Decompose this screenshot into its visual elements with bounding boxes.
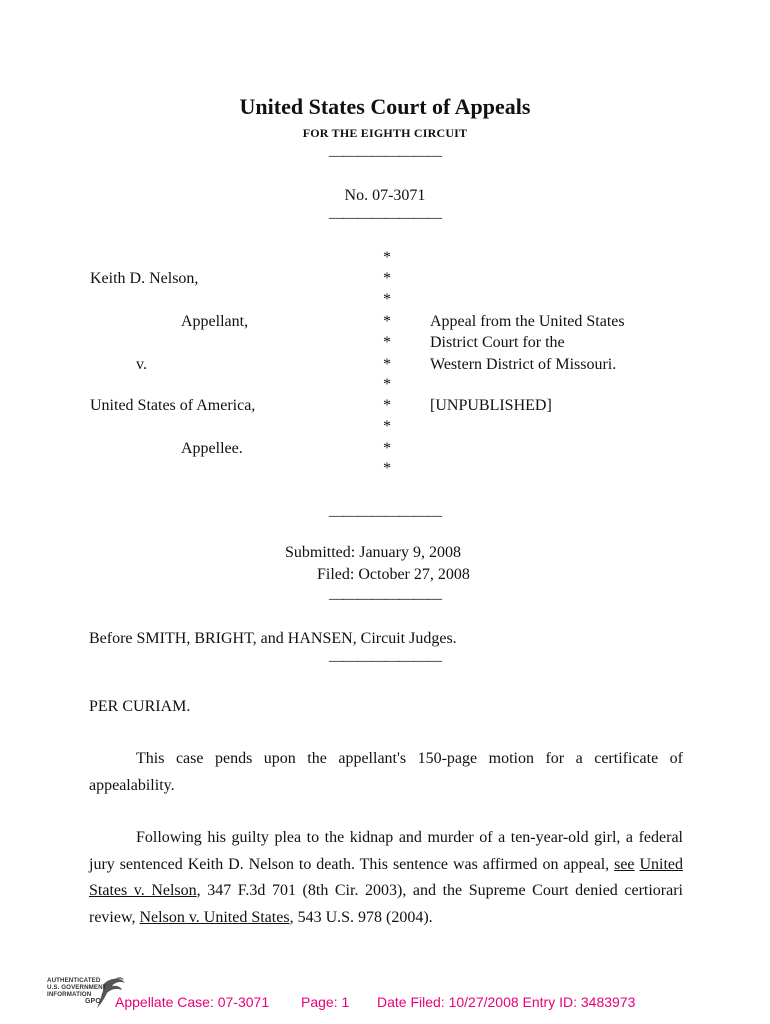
seal-line-2: U.S. GOVERNMENT xyxy=(47,984,107,991)
panel-judges: Before SMITH, BRIGHT, and HANSEN, Circuit Judges. xyxy=(89,630,457,647)
divider-rule: ———————— xyxy=(329,210,441,226)
caption-star: * xyxy=(383,376,391,393)
caption-star: * xyxy=(383,460,391,477)
court-title: United States Court of Appeals xyxy=(239,94,531,119)
seal-line-4: GPO xyxy=(85,998,101,1005)
caption-star: * xyxy=(383,418,391,435)
appellee-role: Appellee. xyxy=(181,440,243,457)
caption-star: * xyxy=(383,249,391,266)
divider-rule: ———————— xyxy=(329,591,441,607)
paragraph-2-part-2: , 347 F.3d 701 (8th Cir. 2003), and the Supreme Court denied certiorari review, xyxy=(89,882,683,926)
paragraph-2-part-1: Following his guilty plea to the kidnap and murder of a ten-year-old girl, a federal jury sentenced Keith D. Nelson to death. This sentence was affirmed on appeal, xyxy=(89,829,683,873)
versus: v. xyxy=(136,356,147,373)
seal-line-3: INFORMATION xyxy=(47,991,92,998)
paragraph-2-part-3: , 543 U.S. 978 (2004). xyxy=(289,908,433,926)
caption-star: * xyxy=(383,440,391,457)
circuit-subtitle: FOR THE EIGHTH CIRCUIT xyxy=(302,126,468,140)
divider-rule: ———————— xyxy=(329,653,441,669)
divider-rule: ———————— xyxy=(329,148,441,164)
case-number: No. 07-3071 xyxy=(344,187,426,204)
caption-star: * xyxy=(383,334,391,351)
case-citation-2: Nelson v. United States xyxy=(139,908,290,926)
seal-line-1: AUTHENTICATED xyxy=(47,977,101,984)
paragraph-2-text xyxy=(89,825,683,931)
per-curiam-label: PER CURIAM. xyxy=(89,698,191,715)
caption-star: * xyxy=(383,270,391,287)
see-signal: see xyxy=(614,855,635,873)
footer-case-number: Appellate Case: 07-3071 xyxy=(115,994,270,1010)
opinion-paragraph-1 xyxy=(89,746,683,799)
divider-rule: ———————— xyxy=(329,508,441,524)
filed-date: Filed: October 27, 2008 xyxy=(317,566,470,583)
appeal-from-line-2: District Court for the xyxy=(430,334,565,351)
caption-star: * xyxy=(383,313,391,330)
appeal-from-line-3: Western District of Missouri. xyxy=(430,356,617,373)
appellee-name: United States of America, xyxy=(90,397,256,414)
caption-star: * xyxy=(383,291,391,308)
caption-star: * xyxy=(383,356,391,373)
paragraph-1-text: This case pends upon the appellant's 150-page motion for a certificate of appealability. xyxy=(89,750,683,794)
appellant-role: Appellant, xyxy=(181,313,249,330)
case-citation-1: United States v. Nelson xyxy=(89,855,684,899)
footer-date-filed: Date Filed: 10/27/2008 Entry ID: 3483973 xyxy=(377,994,636,1010)
submitted-date: Submitted: January 9, 2008 xyxy=(285,544,461,561)
appeal-from-line-1: Appeal from the United States xyxy=(430,313,625,330)
footer-page-number: Page: 1 xyxy=(301,994,350,1010)
caption-star: * xyxy=(383,397,391,414)
opinion-paragraph-2 xyxy=(89,825,683,931)
unpublished-label: [UNPUBLISHED] xyxy=(430,397,552,414)
appellant-name: Keith D. Nelson, xyxy=(90,270,199,287)
